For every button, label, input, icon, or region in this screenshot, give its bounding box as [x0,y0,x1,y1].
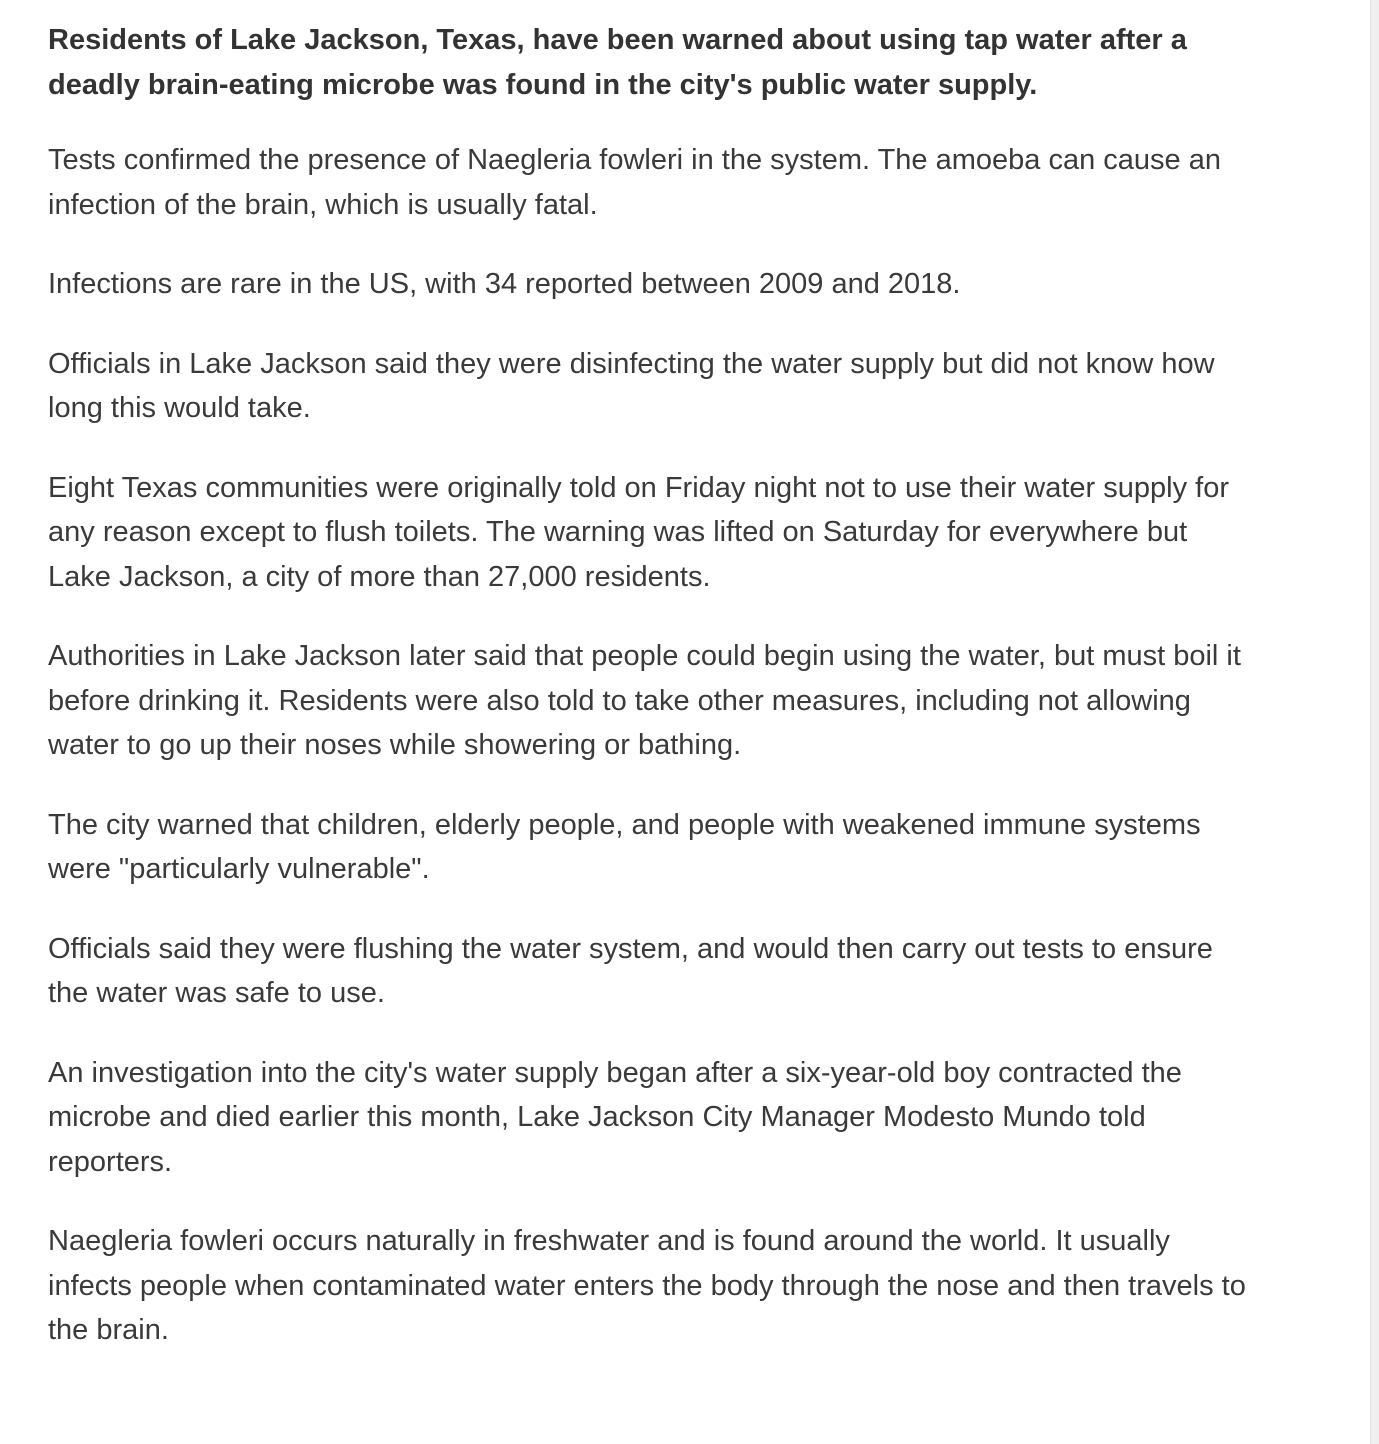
article-paragraph: The city warned that children, elderly people, and people with weakened immune systems were "particularly vulnerable". [48,808,1201,885]
article-paragraph: Eight Texas communities were originally told on Friday night not to use their water supply for any reason except to flush toilets. The warning was lifted on Saturday for everywhere but Lake Jackson, a city of more than 27,000 residents. [48,471,1229,593]
article-paragraph: An investigation into the city's water supply began after a six-year-old boy contracted the microbe and died earlier this month, Lake Jackson City Manager Modesto Mundo told reporters. [48,1056,1182,1178]
article-paragraph: Officials said they were flushing the water system, and would then carry out tests to ensure the water was safe to use. [48,932,1213,1009]
article-paragraph: Tests confirmed the presence of Naegleria fowleri in the system. The amoeba can cause an infection of the brain, which is usually fatal. [48,144,1221,221]
article-paragraph: Authorities in Lake Jackson later said that people could begin using the water, but must boil it before drinking it. Residents were also told to take other measures, including not allowing water to go up their noses while showering or bathing. [48,640,1241,761]
scrollbar-track[interactable] [1370,0,1379,1444]
article-lede: Residents of Lake Jackson, Texas, have been warned about using tap water after a deadly brain-eating microbe was found in the city's public water supply. [48,24,1187,101]
article-paragraph: Officials in Lake Jackson said they were disinfecting the water supply but did not know how long this would take. [48,347,1215,424]
article-paragraph: Infections are rare in the US, with 34 reported between 2009 and 2018. [48,268,961,300]
article-body [48,18,1248,1388]
article-paragraph: Naegleria fowleri occurs naturally in freshwater and is found around the world. It usually infects people when contaminated water enters the body through the nose and then travels to the brain. [48,1225,1246,1346]
